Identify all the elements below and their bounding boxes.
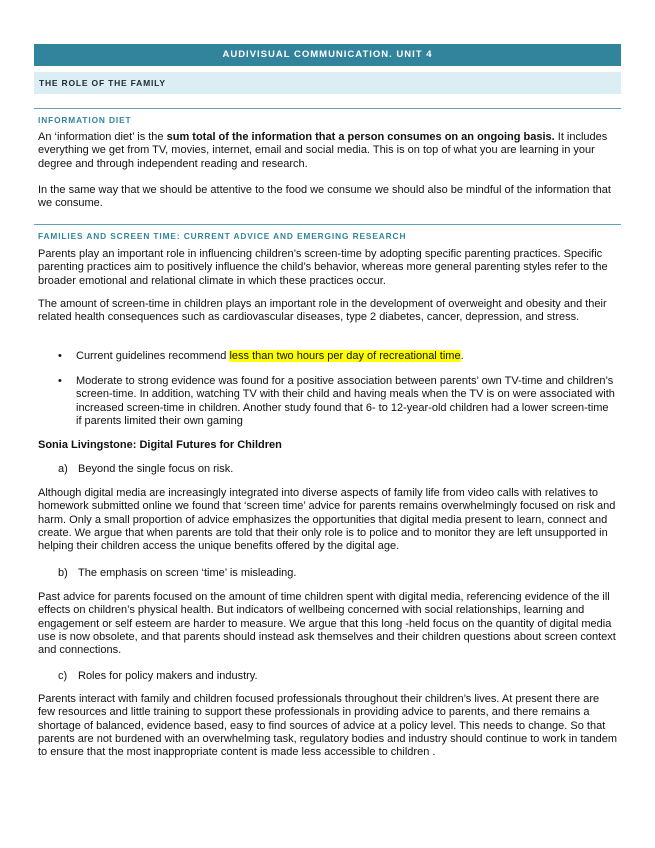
item-b-paragraph: Past advice for parents focused on the amount of time children spent with digital media, referencing evidence of the ill effects on children’s physical health. But indicators of wellbeing concerned with social relationships, learning and engagement or self esteem are harder to measure. We argue that this long -held focus on the quantity of digital media use is now obsolete, and that parents should instead ask themselves and their children questions about screen context and connections. [38,591,616,657]
item-c-label: c) [58,670,68,682]
divider [34,108,621,109]
item-b-label: b) [58,567,68,579]
section-title-banner: THE ROLE OF THE FAMILY [34,72,621,94]
item-c-title: Roles for policy makers and industry. [78,670,258,682]
item-a-label: a) [58,463,68,475]
bullet-text: . [460,350,464,362]
bullet-text: Current guidelines recommend [76,350,230,362]
item-b-title: The emphasis on screen ‘time’ is misleading. [78,567,297,579]
guideline-bullet [76,350,616,363]
item-c-paragraph: Parents interact with family and children focused professionals throughout their children’s lives. At present there are few resources and little training to support these professionals in providing advice to parents, and there remains a shortage of balanced, evidence based, easy to find sources of advice at a policy level. This needs to change. So that parents are not burdened with an overwhelming task, regulatory bodies and industry should continue to work in tandem to ensure that the most inappropriate content is made less accessible to children . [38,693,618,759]
screen-time-paragraph-1: Parents play an important role in influencing children’s screen-time by adopting specific parenting practices. Specific parenting practices aim to positively influence the child’s behavior, whereas more general parenting styles refer to the broader emotional and relational climate in which these practices occur. [38,248,608,287]
screen-time-heading: FAMILIES AND SCREEN TIME: CURRENT ADVICE AND EMERGING RESEARCH [38,231,407,241]
information-diet-paragraph-2: In the same way that we should be attentive to the food we consume we should also be mindful of the information that we consume. [38,184,611,210]
paragraph-text: An ‘information diet’ is the [38,131,167,143]
bold-phrase: sum total of the information that a person consumes on an ongoing basis. [166,131,555,143]
screen-time-paragraph-2: The amount of screen-time in children plays an important role in the development of overweight and obesity and their related health consequences such as cardiovascular diseases, type 2 diabetes, cancer, depression, and stress. [38,298,607,324]
evidence-bullet: Moderate to strong evidence was found for a positive association between parents’ own TV-time and children’s screen-time. In addition, watching TV with their child and having meals when the TV is on were associated with increased screen-time in children. Another study found that 6- to 12-year-old children had a lower screen-time if parents limited their own gaming [76,375,615,427]
information-diet-paragraph-1 [38,131,618,171]
information-diet-heading: INFORMATION DIET [38,115,132,125]
divider [34,224,621,225]
livingstone-heading: Sonia Livingstone: Digital Futures for Children [38,439,282,451]
item-a-paragraph: Although digital media are increasingly integrated into diverse aspects of family life from video calls with relatives to homework submitted online we found that ‘screen time’ advice for parents remains overwhelmingly focused on risk and harm. Only a small proportion of advice emphasizes the opportunities that digital media present to learn, connect and create. We argue that when parents are told that their only role is to police and to monitor they are left unsupported in helping their children access the unique benefits offered by the digital age. [38,487,616,553]
unit-title-banner: AUDIVISUAL COMMUNICATION. UNIT 4 [34,44,621,66]
bullet-glyph: • [58,350,62,362]
paragraph-text: It includes everything we get from TV, movies, internet, email and social media. This is on top of what you are learning in your degree and through independent reading and research. [38,131,608,170]
bullet-glyph: • [58,375,62,387]
highlighted-text: less than two hours per day of recreational time [229,350,461,362]
item-a-title: Beyond the single focus on risk. [78,463,234,475]
